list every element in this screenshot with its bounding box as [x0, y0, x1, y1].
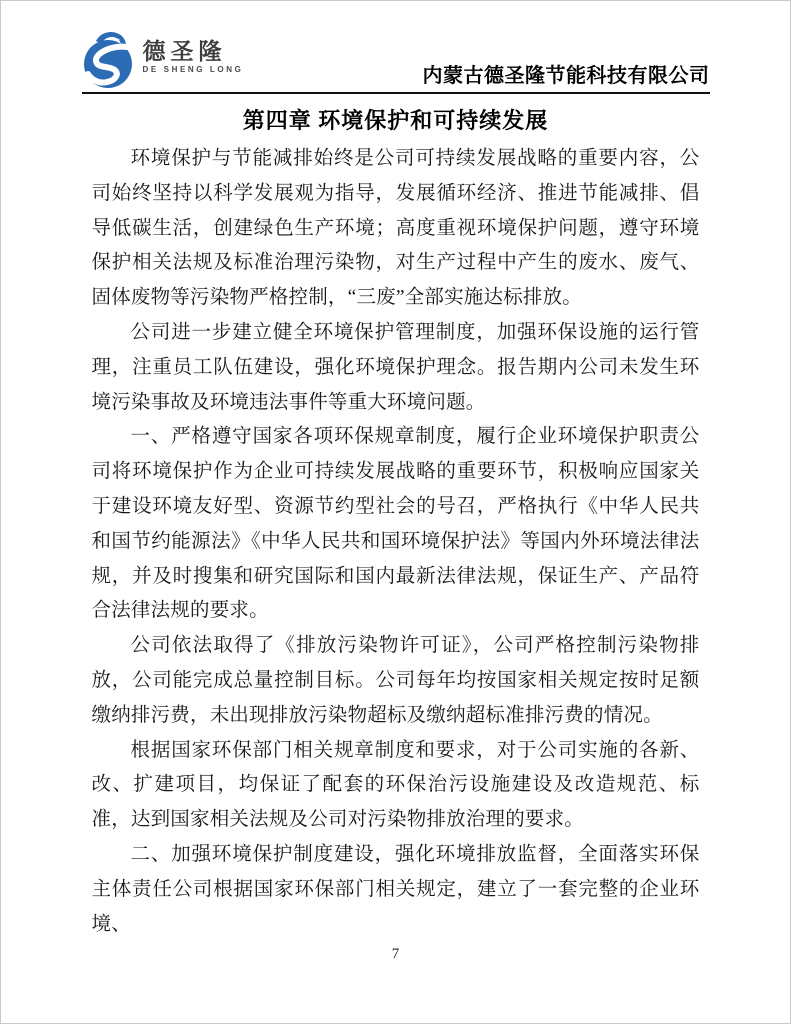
page-header — [82, 1, 710, 94]
chapter-title: 第四章 环境保护和可持续发展 — [242, 108, 549, 133]
paragraph: 根据国家环保部门相关规章制度和要求，对于公司实施的各新、改、扩建项目，均保证了配套的环保治污设施建设及改造规范、标准，达到国家相关法规及公司对污染物排放治理的要求。 — [91, 739, 700, 831]
logo-text — [143, 40, 244, 80]
logo-name-cn: 德圣隆 — [142, 38, 227, 64]
paragraph: 一、严格遵守国家各项环保规章制度，履行企业环境保护职责公司将环境保护作为企业可持续发展战略的重要环节，积极响应国家关于建设环境友好型、资源节约型社会的号召，严格执行《中华人民共和国节约能源法》《中华人民共和国环境保护法》等国内外环境法律法规，并及时搜集和研究国际和国内最新法律法规，保证生产、产品符合法律法规的要求。 — [91, 426, 700, 622]
paragraph: 公司依法取得了《排放污染物许可证》，公司严格控制污染物排放，公司能完成总量控制目标。公司每年均按国家相关规定按时足额缴纳排污费，未出现排放污染物超标及缴纳超标准排污费的情况。 — [91, 635, 700, 726]
dragon-s-emblem-icon — [82, 31, 136, 89]
logo-name-en: DE SHENG LONG — [142, 65, 244, 74]
company-name: 内蒙古德圣隆节能科技有限公司 — [422, 65, 710, 87]
page-number: 7 — [391, 946, 400, 962]
document-body — [92, 142, 700, 942]
paragraph: 环境保护与节能减排始终是公司可持续发展战略的重要内容，公司始终坚持以科学发展观为指导，发展循环经济、推进节能减排、倡导低碳生活，创建绿色生产环境；高度重视环境保护问题，遵守环境保护相关法规及标准治理污染物，对生产过程中产生的废水、废气、固体废物等污染物严格控制，“三废”全部实施达标排放。 — [91, 148, 700, 309]
company-logo — [82, 31, 244, 89]
paragraph: 公司进一步建立健全环境保护管理制度，加强环保设施的运行管理，注重员工队伍建设，强化环境保护理念。报告期内公司未发生环境污染事故及环境违法事件等重大环境问题。 — [91, 321, 700, 413]
paragraph: 二、加强环境保护制度建设，强化环境排放监督，全面落实环保主体责任公司根据国家环保部门相关规定，建立了一套完整的企业环境、 — [91, 843, 700, 935]
